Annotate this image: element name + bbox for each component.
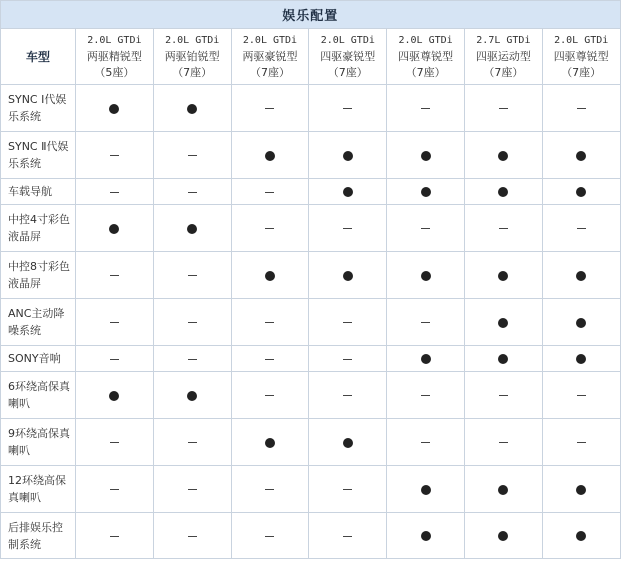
model-header xyxy=(387,29,465,85)
feature-cell xyxy=(542,372,620,419)
table-row xyxy=(1,85,621,132)
feature-cell xyxy=(387,205,465,252)
not-available-dash-icon xyxy=(265,536,274,537)
feature-cell xyxy=(231,299,309,346)
not-available-dash-icon xyxy=(577,442,586,443)
not-available-dash-icon xyxy=(188,192,197,193)
model-name: 两驱铂锐型 xyxy=(164,49,220,63)
feature-cell xyxy=(153,132,231,179)
model-name: 四驱运动型 xyxy=(475,49,531,63)
feature-cell xyxy=(153,513,231,559)
feature-cell xyxy=(76,205,154,252)
feature-cell xyxy=(542,299,620,346)
model-name: 两驱豪锐型 xyxy=(242,49,298,63)
feature-cell xyxy=(309,372,387,419)
standard-dot-icon xyxy=(576,531,586,541)
standard-dot-icon xyxy=(576,271,586,281)
feature-label: 中控8寸彩色液晶屏 xyxy=(1,252,76,299)
feature-cell xyxy=(231,85,309,132)
feature-cell xyxy=(387,346,465,372)
standard-dot-icon xyxy=(498,485,508,495)
not-available-dash-icon xyxy=(110,442,119,443)
feature-cell xyxy=(542,85,620,132)
not-available-dash-icon xyxy=(265,228,274,229)
feature-cell xyxy=(387,299,465,346)
model-engine: 2.0L GTDi xyxy=(87,34,142,46)
standard-dot-icon xyxy=(343,151,353,161)
feature-cell xyxy=(76,346,154,372)
standard-dot-icon xyxy=(421,151,431,161)
not-available-dash-icon xyxy=(421,322,430,323)
not-available-dash-icon xyxy=(577,228,586,229)
feature-cell xyxy=(153,299,231,346)
model-name: 两驱精锐型 xyxy=(86,49,142,63)
feature-cell xyxy=(309,252,387,299)
feature-cell xyxy=(464,85,542,132)
not-available-dash-icon xyxy=(499,442,508,443)
feature-cell xyxy=(464,513,542,559)
not-available-dash-icon xyxy=(577,395,586,396)
feature-cell xyxy=(231,372,309,419)
feature-cell xyxy=(464,419,542,466)
standard-dot-icon xyxy=(265,271,275,281)
not-available-dash-icon xyxy=(188,489,197,490)
standard-dot-icon xyxy=(343,187,353,197)
table-row xyxy=(1,132,621,179)
not-available-dash-icon xyxy=(188,536,197,537)
feature-cell xyxy=(542,252,620,299)
feature-cell xyxy=(231,132,309,179)
feature-cell xyxy=(309,419,387,466)
not-available-dash-icon xyxy=(110,275,119,276)
table-row xyxy=(1,205,621,252)
standard-dot-icon xyxy=(576,354,586,364)
model-engine: 2.7L GTDi xyxy=(476,34,531,46)
feature-cell xyxy=(76,132,154,179)
feature-cell xyxy=(76,179,154,205)
model-header xyxy=(464,29,542,85)
table-row xyxy=(1,419,621,466)
feature-cell xyxy=(153,179,231,205)
standard-dot-icon xyxy=(343,438,353,448)
feature-cell xyxy=(231,346,309,372)
model-engine: 2.0L GTDi xyxy=(320,34,375,46)
feature-cell xyxy=(542,132,620,179)
not-available-dash-icon xyxy=(499,108,508,109)
feature-cell xyxy=(387,132,465,179)
not-available-dash-icon xyxy=(188,442,197,443)
standard-dot-icon xyxy=(421,531,431,541)
not-available-dash-icon xyxy=(110,536,119,537)
model-seats: （7座） xyxy=(483,65,524,79)
standard-dot-icon xyxy=(109,224,119,234)
model-header xyxy=(231,29,309,85)
feature-label: SYNC Ⅱ代娱乐系统 xyxy=(1,132,76,179)
not-available-dash-icon xyxy=(421,395,430,396)
table-row xyxy=(1,252,621,299)
table-row xyxy=(1,346,621,372)
standard-dot-icon xyxy=(576,151,586,161)
model-header xyxy=(76,29,154,85)
not-available-dash-icon xyxy=(110,322,119,323)
feature-cell xyxy=(309,179,387,205)
feature-cell xyxy=(153,372,231,419)
feature-label: SONY音响 xyxy=(1,346,76,372)
feature-cell xyxy=(464,252,542,299)
standard-dot-icon xyxy=(498,271,508,281)
model-header xyxy=(309,29,387,85)
feature-label: ANC主动降噪系统 xyxy=(1,299,76,346)
not-available-dash-icon xyxy=(421,108,430,109)
standard-dot-icon xyxy=(421,485,431,495)
table-row xyxy=(1,179,621,205)
not-available-dash-icon xyxy=(265,322,274,323)
not-available-dash-icon xyxy=(343,228,352,229)
feature-cell xyxy=(542,419,620,466)
feature-cell xyxy=(464,299,542,346)
not-available-dash-icon xyxy=(421,228,430,229)
feature-cell xyxy=(231,466,309,513)
standard-dot-icon xyxy=(576,485,586,495)
feature-cell xyxy=(231,205,309,252)
model-seats: （7座） xyxy=(405,65,446,79)
not-available-dash-icon xyxy=(343,395,352,396)
not-available-dash-icon xyxy=(343,322,352,323)
not-available-dash-icon xyxy=(265,359,274,360)
feature-cell xyxy=(76,372,154,419)
not-available-dash-icon xyxy=(499,228,508,229)
feature-cell xyxy=(542,205,620,252)
feature-label: 后排娱乐控制系统 xyxy=(1,513,76,559)
standard-dot-icon xyxy=(498,151,508,161)
feature-cell xyxy=(153,85,231,132)
feature-cell xyxy=(309,205,387,252)
not-available-dash-icon xyxy=(577,108,586,109)
feature-cell xyxy=(231,179,309,205)
not-available-dash-icon xyxy=(110,192,119,193)
feature-cell xyxy=(542,179,620,205)
feature-cell xyxy=(76,466,154,513)
model-seats: （7座） xyxy=(249,65,290,79)
model-header xyxy=(153,29,231,85)
standard-dot-icon xyxy=(265,438,275,448)
feature-cell xyxy=(231,513,309,559)
model-seats: （5座） xyxy=(94,65,135,79)
not-available-dash-icon xyxy=(343,359,352,360)
model-engine: 2.0L GTDi xyxy=(398,34,453,46)
standard-dot-icon xyxy=(421,354,431,364)
model-engine: 2.0L GTDi xyxy=(242,34,298,46)
feature-cell xyxy=(76,85,154,132)
feature-cell xyxy=(309,132,387,179)
feature-cell xyxy=(153,252,231,299)
model-seats: （7座） xyxy=(327,65,368,79)
standard-dot-icon xyxy=(187,104,197,114)
standard-dot-icon xyxy=(109,391,119,401)
not-available-dash-icon xyxy=(421,442,430,443)
feature-cell xyxy=(76,299,154,346)
model-header-row xyxy=(1,29,621,85)
standard-dot-icon xyxy=(421,271,431,281)
model-seats: （7座） xyxy=(172,65,213,79)
feature-cell xyxy=(387,252,465,299)
feature-label: 中控4寸彩色液晶屏 xyxy=(1,205,76,252)
standard-dot-icon xyxy=(421,187,431,197)
not-available-dash-icon xyxy=(265,489,274,490)
standard-dot-icon xyxy=(498,187,508,197)
model-name: 四驱尊锐型 xyxy=(553,49,609,63)
feature-cell xyxy=(309,299,387,346)
feature-label: SYNC Ⅰ代娱乐系统 xyxy=(1,85,76,132)
feature-cell xyxy=(153,419,231,466)
feature-cell xyxy=(153,346,231,372)
not-available-dash-icon xyxy=(110,359,119,360)
standard-dot-icon xyxy=(498,531,508,541)
feature-cell xyxy=(387,466,465,513)
standard-dot-icon xyxy=(498,354,508,364)
not-available-dash-icon xyxy=(188,275,197,276)
not-available-dash-icon xyxy=(265,108,274,109)
standard-dot-icon xyxy=(576,187,586,197)
standard-dot-icon xyxy=(187,391,197,401)
feature-cell xyxy=(464,372,542,419)
feature-cell xyxy=(231,419,309,466)
not-available-dash-icon xyxy=(265,192,274,193)
feature-label: 车载导航 xyxy=(1,179,76,205)
feature-cell xyxy=(464,466,542,513)
feature-cell xyxy=(309,466,387,513)
feature-cell xyxy=(309,85,387,132)
model-name: 四驱尊锐型 xyxy=(398,49,454,63)
feature-cell xyxy=(464,132,542,179)
feature-cell xyxy=(542,346,620,372)
model-seats: （7座） xyxy=(561,65,602,79)
feature-cell xyxy=(153,205,231,252)
table-row xyxy=(1,466,621,513)
feature-cell xyxy=(231,252,309,299)
model-engine: 2.0L GTDi xyxy=(554,34,609,46)
model-name: 四驱豪锐型 xyxy=(320,49,376,63)
standard-dot-icon xyxy=(576,318,586,328)
feature-cell xyxy=(464,346,542,372)
not-available-dash-icon xyxy=(188,359,197,360)
table-title: 娱乐配置 xyxy=(1,1,621,29)
feature-cell xyxy=(542,513,620,559)
table-row xyxy=(1,299,621,346)
not-available-dash-icon xyxy=(110,489,119,490)
not-available-dash-icon xyxy=(188,155,197,156)
feature-cell xyxy=(153,466,231,513)
feature-cell xyxy=(76,513,154,559)
corner-label: 车型 xyxy=(1,29,76,85)
not-available-dash-icon xyxy=(188,322,197,323)
feature-cell xyxy=(309,346,387,372)
feature-cell xyxy=(76,419,154,466)
model-header xyxy=(542,29,620,85)
feature-cell xyxy=(387,179,465,205)
standard-dot-icon xyxy=(343,271,353,281)
not-available-dash-icon xyxy=(343,489,352,490)
feature-cell xyxy=(464,205,542,252)
standard-dot-icon xyxy=(109,104,119,114)
feature-rows xyxy=(1,85,621,559)
feature-cell xyxy=(309,513,387,559)
feature-cell xyxy=(387,372,465,419)
feature-cell xyxy=(387,85,465,132)
model-engine: 2.0L GTDi xyxy=(165,34,220,46)
standard-dot-icon xyxy=(265,151,275,161)
not-available-dash-icon xyxy=(110,155,119,156)
standard-dot-icon xyxy=(187,224,197,234)
standard-dot-icon xyxy=(498,318,508,328)
feature-cell xyxy=(387,513,465,559)
feature-cell xyxy=(76,252,154,299)
feature-cell xyxy=(542,466,620,513)
feature-cell xyxy=(464,179,542,205)
not-available-dash-icon xyxy=(343,108,352,109)
not-available-dash-icon xyxy=(499,395,508,396)
feature-label: 12环绕高保真喇叭 xyxy=(1,466,76,513)
not-available-dash-icon xyxy=(265,395,274,396)
table-row xyxy=(1,513,621,559)
not-available-dash-icon xyxy=(343,536,352,537)
feature-cell xyxy=(387,419,465,466)
feature-label: 9环绕高保真喇叭 xyxy=(1,419,76,466)
table-row xyxy=(1,372,621,419)
feature-label: 6环绕高保真喇叭 xyxy=(1,372,76,419)
